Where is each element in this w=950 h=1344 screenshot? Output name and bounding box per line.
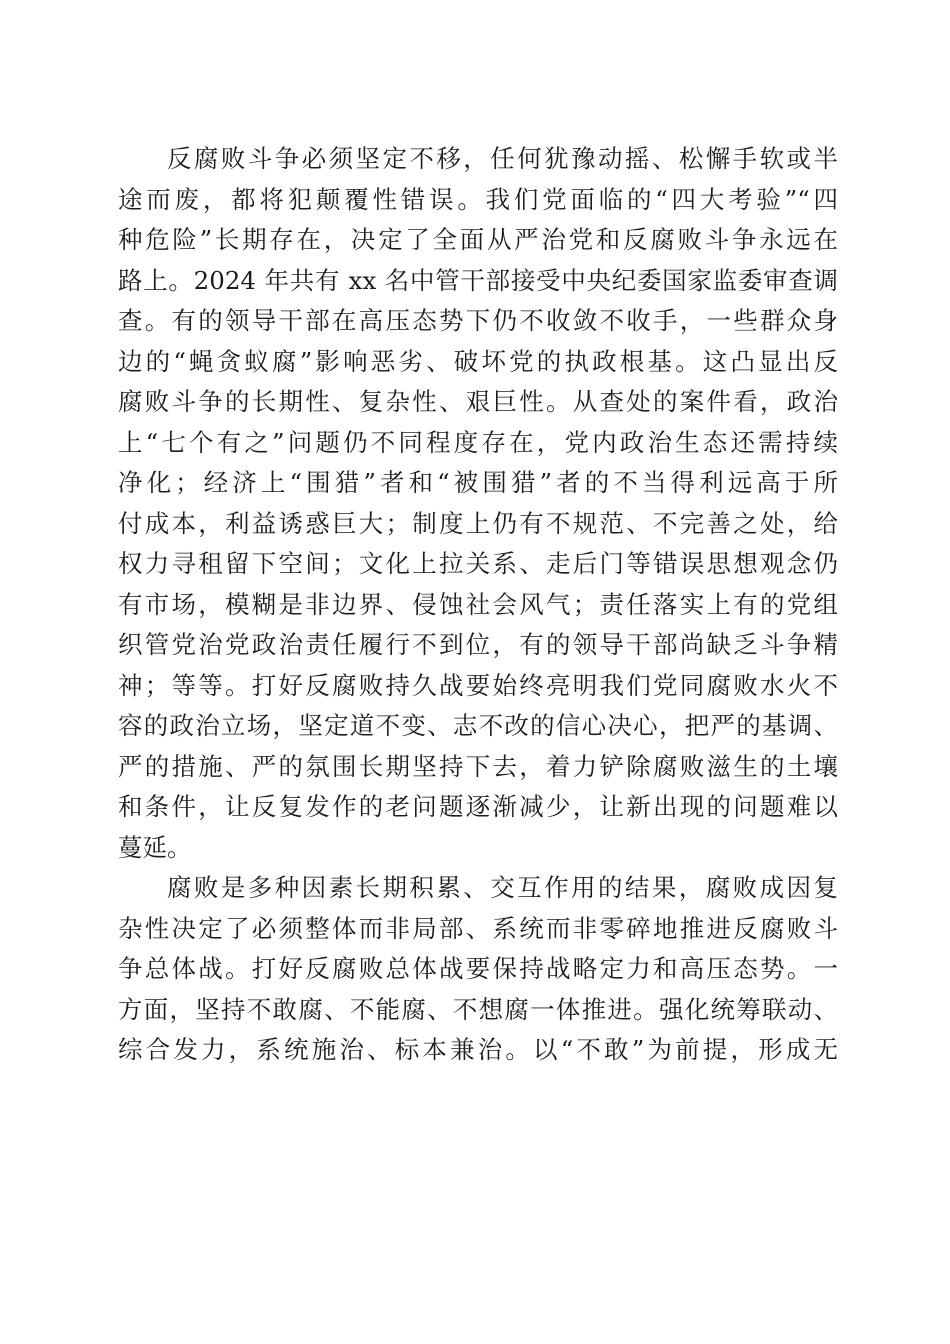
text-line: 路上。2024 年共有 xx 名中管干部接受中央纪委国家监委审查调: [118, 265, 838, 295]
text-line: 容的政治立场，坚定道不变、志不改的信心决心，把严的基调、: [118, 711, 838, 740]
text-line: 神；等等。打好反腐败持久战要始终亮明我们党同腐败水火不: [118, 670, 838, 700]
text-line: 途而废，都将犯颠覆性错误。我们党面临的“四大考验”“四: [118, 184, 838, 214]
text-line: 权力寻租留下空间；文化上拉关系、走后门等错误思想观念仍: [118, 549, 838, 578]
text-line: 杂性决定了必须整体而非局部、系统而非零碎地推进反腐败斗: [118, 913, 838, 943]
text-line: 方面，坚持不敢腐、不能腐、不想腐一体推进。强化统筹联动、: [118, 994, 838, 1024]
text-line: 织管党治党政治责任履行不到位，有的领导干部尚缺乏斗争精: [118, 630, 838, 659]
text-line: 边的“蝇贪蚁腐”影响恶劣、破坏党的执政根基。这凸显出反: [118, 346, 838, 376]
text-line: 严的措施、严的氛围长期坚持下去，着力铲除腐败滋生的土壤: [118, 751, 838, 781]
text-line: 腐败斗争的长期性、复杂性、艰巨性。从查处的案件看，政治: [118, 387, 838, 416]
text-line: 反腐败斗争必须坚定不移，任何犹豫动摇、松懈手软或半: [167, 144, 838, 173]
text-line: 综合发力，系统施治、标本兼治。以“不敢”为前提，形成无: [118, 1035, 838, 1064]
text-line: 腐败是多种因素长期积累、交互作用的结果，腐败成因复: [167, 873, 838, 902]
paragraph-2: [118, 868, 838, 1071]
text-line: 上“七个有之”问题仍不同程度存在，党内政治生态还需持续: [118, 427, 838, 457]
paragraph-1: [118, 139, 838, 868]
text-line: 有市场，模糊是非边界、侵蚀社会风气；责任落实上有的党组: [118, 589, 838, 619]
text-line: 查。有的领导干部在高压态势下仍不收敛不收手，一些群众身: [118, 306, 838, 335]
text-line: 和条件，让反复发作的老问题逐渐减少，让新出现的问题难以: [118, 792, 838, 821]
text-line: 蔓延。: [118, 832, 192, 862]
text-line: 争总体战。打好反腐败总体战要保持战略定力和高压态势。一: [118, 954, 838, 983]
document-body: [118, 139, 838, 1071]
text-line: 净化；经济上“围猎”者和“被围猎”者的不当得利远高于所: [118, 468, 838, 497]
text-line: 付成本，利益诱惑巨大；制度上仍有不规范、不完善之处，给: [118, 508, 838, 538]
text-line: 种危险”长期存在，决定了全面从严治党和反腐败斗争永远在: [118, 225, 838, 254]
